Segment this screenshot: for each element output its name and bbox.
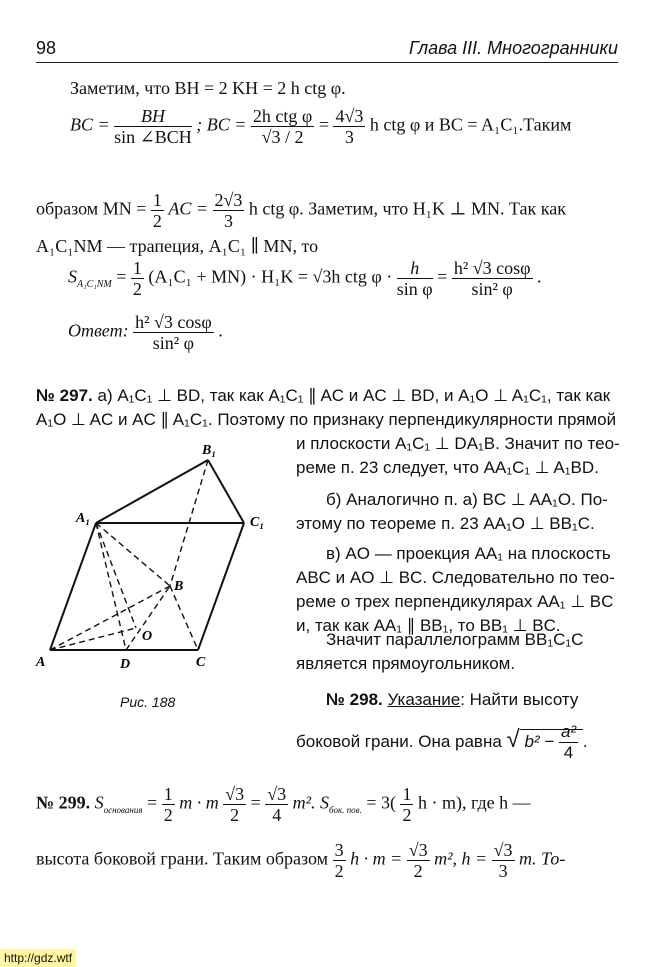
p297-line-2: A₁O ⊥ AC и AC ∥ A₁C₁. Поэтому по признаку перпендикулярности прямой (36, 410, 617, 429)
fraction-sqrt3-2-b: $\frac{√3}{2}$ (408, 840, 428, 881)
fraction-1-2-b: $\frac{1}{2}$ (402, 784, 412, 825)
fraction-2hctg: $\frac{\text{2h ctg φ}}{√3 / 2}$ (252, 106, 313, 147)
p299-line-1: № 299. $S_{основания}$ = $\frac{1}{2}$ m · m $\frac{√3}{2}$ = $\frac{√3}{4}$ m². $S_{бок. пов.} = 3$( $\frac{1}{2}$ h · m), где h — (36, 784, 531, 825)
fraction-answer: $\frac{\text{h² √3 cosφ}}{\text{sin² φ}}$ (135, 312, 212, 353)
answer-line: Ответ: $\frac{\text{h² √3 cosφ}}{\text{sin² φ}}$ . (68, 312, 223, 353)
line-4: A₁C₁NM — трапеция, A₁C₁ ∥ MN, то (36, 236, 319, 256)
edge-a1-d (96, 523, 126, 650)
p297-line-4: реме п. 23 следует, что AA₁C₁ ⊥ A₁BD. (296, 458, 599, 477)
problem-number-299: № 299. (36, 792, 91, 813)
problem-number-298: № 298. (326, 690, 383, 709)
fraction-area-result: $\frac{\text{h² √3 cosφ}}{\text{sin² φ}}$ (453, 258, 531, 299)
edge-a1-o (96, 523, 136, 628)
figure-188 (30, 440, 290, 680)
p298-line-1: № 298. Указание: Найти высоту (326, 690, 579, 709)
p297-line-11: Значит параллелограмм BB₁C₁C (326, 630, 584, 649)
p297-line-8: ABC и AO ⊥ BC. Следовательно по тео- (296, 568, 615, 587)
problem-number-297: № 297. (36, 386, 93, 405)
sqrt-sign: √ (506, 725, 520, 753)
fraction-half: $\frac{1}{2}$ (152, 190, 162, 231)
line-3: образом MN = $\frac{1}{2}$ AC = $\frac{2√3}{3}$ h ctg φ. Заметим, что H₁K ⊥ MN. Так как (36, 190, 566, 231)
fraction-h-sin: $\frac{h}{\text{sin φ}}$ (396, 258, 433, 299)
fraction-half-2: $\frac{1}{2}$ (132, 258, 142, 299)
p297-line-1: № 297. а) A₁C₁ ⊥ BD, так как A₁C₁ ∥ AC и AC ⊥ BD, и A₁O ⊥ A₁C₁, так как (36, 386, 611, 405)
hint-label: Указание (387, 690, 461, 709)
label-d: D (120, 657, 131, 672)
bc-label-2: ; BC = (196, 114, 247, 135)
p297-line-10: и, так как AA₁ ∥ BB₁, то BB₁ ⊥ BC. (296, 616, 561, 635)
edge-a-a1 (50, 523, 96, 650)
label-a1: A₁ (76, 511, 91, 526)
p299-line-2: высота боковой грани. Таким образом $\frac{3}{2}$ h · m = $\frac{√3}{2}$ m², h = $\frac{√3}{3}$ m. То- (36, 840, 566, 881)
p297-line-5: б) Аналогично п. а) BC ⊥ AA₁O. По- (326, 490, 608, 509)
line-2: BC = $\frac{BH}{\text{sin ∠BCH}}$ ; BC = $\frac{\text{2h ctg φ}}{√3 / 2}$ = $\frac{4√3}{3}$ h ctg φ и BC = A₁C₁.Таким (70, 106, 572, 147)
fraction-sqrt3-3: $\frac{√3}{3}$ (493, 840, 513, 881)
figure-caption: Рис. 188 (120, 694, 176, 710)
edge-b-c (170, 586, 198, 650)
fraction-sqrt3-4: $\frac{√3}{4}$ (267, 784, 287, 825)
line-5: $S_{A_1C_1NM}$ = $\frac{1}{2}$ (A₁C₁ + MN) · H₁K = √3h ctg φ · $\frac{h}{\text{sin φ}}$ = $\frac{\text{h² √3 cosφ}}{\text{sin² φ}}$ . (68, 258, 542, 299)
edge-a1-b1 (96, 460, 208, 523)
edge-a-o (50, 628, 136, 650)
edge-c-c1 (198, 523, 244, 650)
label-o: O (142, 629, 153, 644)
fraction-a2-4: $\frac{\text{a²}}{4}$ (560, 722, 577, 762)
footer-url[interactable]: http://gdz.wtf (0, 949, 76, 967)
p297-line-12: является прямоугольником. (296, 654, 516, 673)
bc-label: BC = (70, 114, 110, 135)
label-c1: C₁ (250, 515, 265, 530)
fraction-3-2: $\frac{3}{2}$ (334, 840, 344, 881)
fraction-2sqrt3: $\frac{2√3}{3}$ (214, 190, 243, 231)
p297-line-7: в) AO — проекция AA₁ на плоскость (326, 544, 611, 563)
edge-b1-c1 (208, 460, 244, 523)
chapter-title: Глава III. Многогранники (408, 38, 618, 58)
label-b: B (174, 579, 184, 594)
p297-line-9: реме о трех перпендикулярах AA₁ ⊥ BC (296, 592, 614, 611)
p297-line-6: этому по теореме п. 23 AA₁O ⊥ BB₁C. (296, 514, 595, 533)
line-1: Заметим, что BH = 2 KH = 2 h ctg φ. (70, 78, 346, 98)
p298-line-2: боковой грани. Она равна √ b² − $\frac{\text{a²}}{4}$ . (296, 722, 588, 762)
fraction-sqrt3-2-a: $\frac{√3}{2}$ (225, 784, 245, 825)
sqrt-radicand: b² − $\frac{\text{a²}}{4}$ (520, 729, 583, 751)
header-rule (36, 62, 618, 63)
label-b1: B₁ (202, 443, 217, 458)
answer-label: Ответ: (68, 320, 129, 341)
page-number: 98 (36, 38, 57, 58)
fraction-bh: $\frac{BH}{\text{sin ∠BCH}}$ (114, 106, 192, 147)
fraction-4sqrt3: $\frac{4√3}{3}$ (335, 106, 364, 147)
label-c: C (196, 655, 206, 670)
label-a: A (36, 655, 46, 670)
fraction-1-2-a: $\frac{1}{2}$ (163, 784, 173, 825)
p297-line-3: и плоскости A₁C₁ ⊥ DA₁B. Значит по тео- (296, 434, 620, 453)
edge-a1-b (96, 523, 170, 586)
